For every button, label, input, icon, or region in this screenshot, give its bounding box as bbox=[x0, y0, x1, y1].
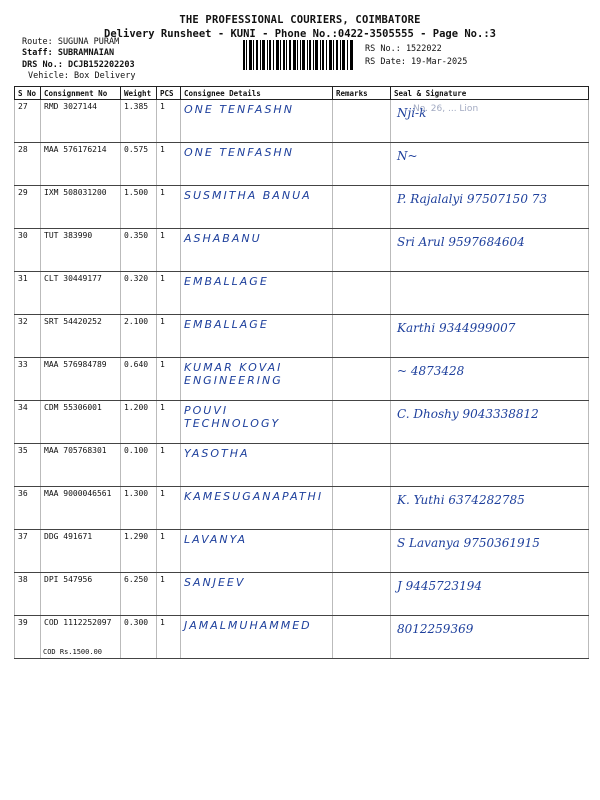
consignee-name: POUVI TECHNOLOGY bbox=[184, 404, 281, 430]
row-signature bbox=[391, 315, 589, 358]
row-consignment-no: TUT 383990 bbox=[41, 229, 121, 272]
row-consignee bbox=[181, 616, 333, 659]
row-weight: 0.640 bbox=[121, 358, 157, 401]
table-row bbox=[15, 487, 589, 530]
drs-number: DRS No.: DCJB152202203 bbox=[22, 60, 135, 70]
row-consignment-no: MAA 9000046561 bbox=[41, 487, 121, 530]
row-consignee bbox=[181, 444, 333, 487]
row-weight: 2.100 bbox=[121, 315, 157, 358]
handwritten-signature: Nji-k bbox=[397, 106, 427, 120]
table-row bbox=[15, 573, 589, 616]
consignee-name: KAMESUGANAPATHI bbox=[184, 490, 324, 503]
row-weight: 1.200 bbox=[121, 401, 157, 444]
row-remarks bbox=[333, 315, 391, 358]
consignee-name: EMBALLAGE bbox=[184, 318, 269, 331]
table-row bbox=[15, 444, 589, 487]
row-pcs: 1 bbox=[157, 100, 181, 143]
row-consignee bbox=[181, 186, 333, 229]
row-pcs: 1 bbox=[157, 616, 181, 659]
consignee-name: ONE TENFASHN bbox=[184, 146, 294, 159]
handwritten-signature: S Lavanya 9750361915 bbox=[397, 536, 540, 550]
handwritten-signature: P. Rajalalyi 97507150 73 bbox=[397, 192, 548, 206]
row-sno: 31 bbox=[15, 272, 41, 315]
row-consignment-no: CLT 30449177 bbox=[41, 272, 121, 315]
row-consignee bbox=[181, 315, 333, 358]
column-header-weight: Weight bbox=[121, 87, 157, 100]
table-row bbox=[15, 616, 589, 659]
table-row bbox=[15, 401, 589, 444]
handwritten-signature: Karthi 9344999007 bbox=[397, 321, 516, 335]
row-weight: 1.385 bbox=[121, 100, 157, 143]
row-pcs: 1 bbox=[157, 530, 181, 573]
row-remarks bbox=[333, 143, 391, 186]
row-pcs: 1 bbox=[157, 143, 181, 186]
row-signature bbox=[391, 358, 589, 401]
table-row bbox=[15, 272, 589, 315]
row-remarks bbox=[333, 100, 391, 143]
row-signature bbox=[391, 229, 589, 272]
vehicle-label: Vehicle: Box Delivery bbox=[28, 71, 136, 81]
row-signature bbox=[391, 186, 589, 229]
column-header-pcs: PCS bbox=[157, 87, 181, 100]
runsheet-title: Delivery Runsheet - KUNI - Phone No.:0422-3505555 - Page No.:3 bbox=[104, 28, 496, 40]
staff-label: Staff: SUBRAMNAIAN bbox=[22, 48, 115, 58]
row-consignment-no: RMD 3027144 bbox=[41, 100, 121, 143]
row-sno: 28 bbox=[15, 143, 41, 186]
handwritten-signature: N~ bbox=[397, 149, 418, 163]
row-remarks bbox=[333, 616, 391, 659]
row-consignee bbox=[181, 401, 333, 444]
row-consignment-no bbox=[41, 616, 121, 659]
row-sno: 36 bbox=[15, 487, 41, 530]
row-consignee bbox=[181, 573, 333, 616]
row-sno: 35 bbox=[15, 444, 41, 487]
row-signature bbox=[391, 444, 589, 487]
row-consignee bbox=[181, 272, 333, 315]
row-pcs: 1 bbox=[157, 315, 181, 358]
row-pcs: 1 bbox=[157, 401, 181, 444]
row-pcs: 1 bbox=[157, 229, 181, 272]
handwritten-signature: Sri Arul 9597684604 bbox=[397, 235, 525, 249]
row-sno: 32 bbox=[15, 315, 41, 358]
row-pcs: 1 bbox=[157, 186, 181, 229]
rs-date: RS Date: 19-Mar-2025 bbox=[365, 57, 468, 67]
consignee-name: JAMALMUHAMMED bbox=[184, 619, 312, 632]
row-sno: 37 bbox=[15, 530, 41, 573]
row-remarks bbox=[333, 229, 391, 272]
table-row bbox=[15, 143, 589, 186]
handwritten-signature: K. Yuthi 6374282785 bbox=[397, 493, 525, 507]
row-signature bbox=[391, 401, 589, 444]
row-remarks bbox=[333, 272, 391, 315]
row-signature bbox=[391, 487, 589, 530]
row-signature bbox=[391, 100, 589, 143]
row-weight: 0.350 bbox=[121, 229, 157, 272]
row-consignee bbox=[181, 100, 333, 143]
seal-stamp: No. 26, ... Lion bbox=[413, 104, 479, 114]
row-weight: 0.320 bbox=[121, 272, 157, 315]
row-weight: 0.100 bbox=[121, 444, 157, 487]
row-sno: 33 bbox=[15, 358, 41, 401]
row-weight: 1.290 bbox=[121, 530, 157, 573]
row-weight: 0.575 bbox=[121, 143, 157, 186]
table-row bbox=[15, 186, 589, 229]
table-row bbox=[15, 358, 589, 401]
row-remarks bbox=[333, 530, 391, 573]
rs-number: RS No.: 1522022 bbox=[365, 44, 442, 54]
consignee-name: YASOTHA bbox=[184, 447, 250, 460]
row-pcs: 1 bbox=[157, 358, 181, 401]
table-header-row bbox=[15, 87, 589, 100]
row-consignment-no: SRT 54420252 bbox=[41, 315, 121, 358]
column-header-signature: Seal & Signature bbox=[391, 87, 589, 100]
row-weight: 6.250 bbox=[121, 573, 157, 616]
row-remarks bbox=[333, 487, 391, 530]
row-weight: 0.300 bbox=[121, 616, 157, 659]
consignee-name: SANJEEV bbox=[184, 576, 246, 589]
consignee-name: ASHABANU bbox=[184, 232, 262, 245]
row-weight: 1.300 bbox=[121, 487, 157, 530]
row-pcs: 1 bbox=[157, 444, 181, 487]
table-row bbox=[15, 530, 589, 573]
row-pcs: 1 bbox=[157, 573, 181, 616]
table-row bbox=[15, 100, 589, 143]
handwritten-signature: C. Dhoshy 9043338812 bbox=[397, 407, 539, 421]
row-weight: 1.500 bbox=[121, 186, 157, 229]
row-remarks bbox=[333, 573, 391, 616]
company-title: THE PROFESSIONAL COURIERS, COIMBATORE bbox=[179, 14, 421, 26]
column-header-sno: S No bbox=[15, 87, 41, 100]
handwritten-signature: ~ 4873428 bbox=[397, 364, 465, 378]
runsheet-table bbox=[14, 86, 589, 659]
row-consignee bbox=[181, 530, 333, 573]
row-consignee bbox=[181, 143, 333, 186]
column-header-consignment: Consignment No bbox=[41, 87, 121, 100]
row-signature bbox=[391, 143, 589, 186]
row-consignment-no: MAA 705768301 bbox=[41, 444, 121, 487]
consignee-name: EMBALLAGE bbox=[184, 275, 269, 288]
row-remarks bbox=[333, 444, 391, 487]
column-header-consignee: Consignee Details bbox=[181, 87, 333, 100]
consignee-name: SUSMITHA BANUA bbox=[184, 189, 312, 202]
row-sno: 30 bbox=[15, 229, 41, 272]
row-pcs: 1 bbox=[157, 272, 181, 315]
consignment-no-text: COD 1112252097 bbox=[44, 618, 112, 627]
row-signature bbox=[391, 272, 589, 315]
row-consignee bbox=[181, 487, 333, 530]
row-sno: 38 bbox=[15, 573, 41, 616]
handwritten-signature: 8012259369 bbox=[397, 622, 474, 636]
table-row bbox=[15, 229, 589, 272]
row-consignee bbox=[181, 229, 333, 272]
row-sno: 29 bbox=[15, 186, 41, 229]
row-consignment-no: CDM 55306001 bbox=[41, 401, 121, 444]
consignee-name: KUMAR KOVAI ENGINEERING bbox=[184, 361, 283, 387]
row-sno: 27 bbox=[15, 100, 41, 143]
row-signature bbox=[391, 530, 589, 573]
row-consignment-no: DPI 547956 bbox=[41, 573, 121, 616]
row-pcs: 1 bbox=[157, 487, 181, 530]
route-label: Route: SUGUNA PURAM bbox=[22, 37, 120, 47]
consignee-name: LAVANYA bbox=[184, 533, 248, 546]
row-sno: 34 bbox=[15, 401, 41, 444]
table-row bbox=[15, 315, 589, 358]
row-consignee bbox=[181, 358, 333, 401]
barcode-image bbox=[243, 40, 353, 70]
row-consignment-no: IXM 508031200 bbox=[41, 186, 121, 229]
row-signature bbox=[391, 573, 589, 616]
row-remarks bbox=[333, 186, 391, 229]
column-header-remarks: Remarks bbox=[333, 87, 391, 100]
row-remarks bbox=[333, 401, 391, 444]
handwritten-signature: J 9445723194 bbox=[397, 579, 482, 593]
consignee-name: ONE TENFASHN bbox=[184, 103, 294, 116]
cod-amount: COD Rs.1500.00 bbox=[43, 648, 103, 656]
row-consignment-no: MAA 576984789 bbox=[41, 358, 121, 401]
row-consignment-no: MAA 576176214 bbox=[41, 143, 121, 186]
row-signature bbox=[391, 616, 589, 659]
row-remarks bbox=[333, 358, 391, 401]
row-sno: 39 bbox=[15, 616, 41, 659]
row-consignment-no: DDG 491671 bbox=[41, 530, 121, 573]
